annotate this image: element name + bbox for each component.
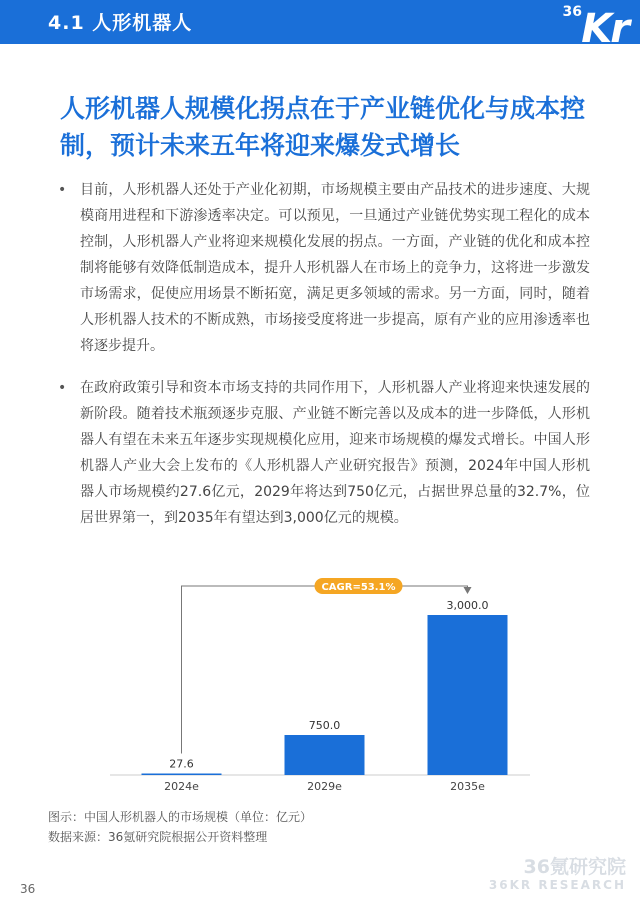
cagr-label: CAGR=53.1%: [321, 582, 396, 593]
data-label: 3,000.0: [446, 599, 489, 612]
source-caption: 数据来源：36氪研究院根据公开资料整理: [48, 830, 268, 844]
bullet-paragraph: • 目前，人形机器人还处于产业化初期，市场规模主要由产品技术的进步速度、大规模商用进程和下游渗透率决定。可以预见，一旦通过产业链优势实现工程化的成本控制，人形机器人产业将迎来规模化发展的拐点。一方面，产业链的优化和成本控制将能够有效降低制造成本，提升人形机器人在市场上的竞争力，这将进一步激发市场需求，促使应用场景不断拓宽，满足更多领域的需求。另一方面，同时，随着人形机器人技术的不断成熟，市场接受度将进一步提高，原有产业的应用渗透率也将逐步提升。: [80, 177, 590, 359]
logo-text-kr: Kr: [581, 6, 628, 52]
x-tick-label: 2024e: [164, 780, 199, 793]
data-label: 750.0: [308, 719, 341, 732]
section-header-bar: [0, 0, 640, 52]
data-label: 27.6: [169, 757, 194, 771]
chart-canvas: [0, 570, 640, 800]
figure-caption: 图示：中国人形机器人的市场规模（单位：亿元）: [48, 810, 313, 824]
logo-text-36: 36: [562, 4, 582, 20]
market-size-bar-chart: [0, 570, 640, 800]
watermark-line-2: 36KR RESEARCH: [488, 878, 626, 892]
page-title: 人形机器人规模化拐点在于产业链优化与成本控制，预计未来五年将迎来爆发式增长: [60, 94, 586, 160]
page-number: 36: [20, 882, 36, 896]
cagr-arrow-head: [464, 587, 472, 594]
x-tick-label: 2035e: [450, 780, 485, 793]
watermark-line-1: 36氪研究院: [523, 856, 626, 878]
x-tick-label: 2029e: [307, 780, 342, 793]
section-title: 4.1 人形机器人: [48, 12, 193, 34]
bullet-paragraph: • 在政府政策引导和资本市场支持的共同作用下，人形机器人产业将迎来快速发展的新阶段。随着技术瓶颈逐步克服、产业链不断完善以及成本的进一步降低，人形机器人有望在未来五年逐步实现规模化应用，迎来市场规模的爆发式增长。中国人形机器人产业大会上发布的《人形机器人产业研究报告》预测，2024年中国人形机器人市场规模约27.6亿元，2029年将达到750亿元，占据世界总量的32.7%，位居世界第一，到2035年有望达到3,000亿元的规模。: [80, 375, 590, 531]
bar: [285, 735, 365, 775]
bar: [142, 774, 222, 776]
bar: [428, 615, 508, 775]
watermark: [489, 856, 626, 892]
